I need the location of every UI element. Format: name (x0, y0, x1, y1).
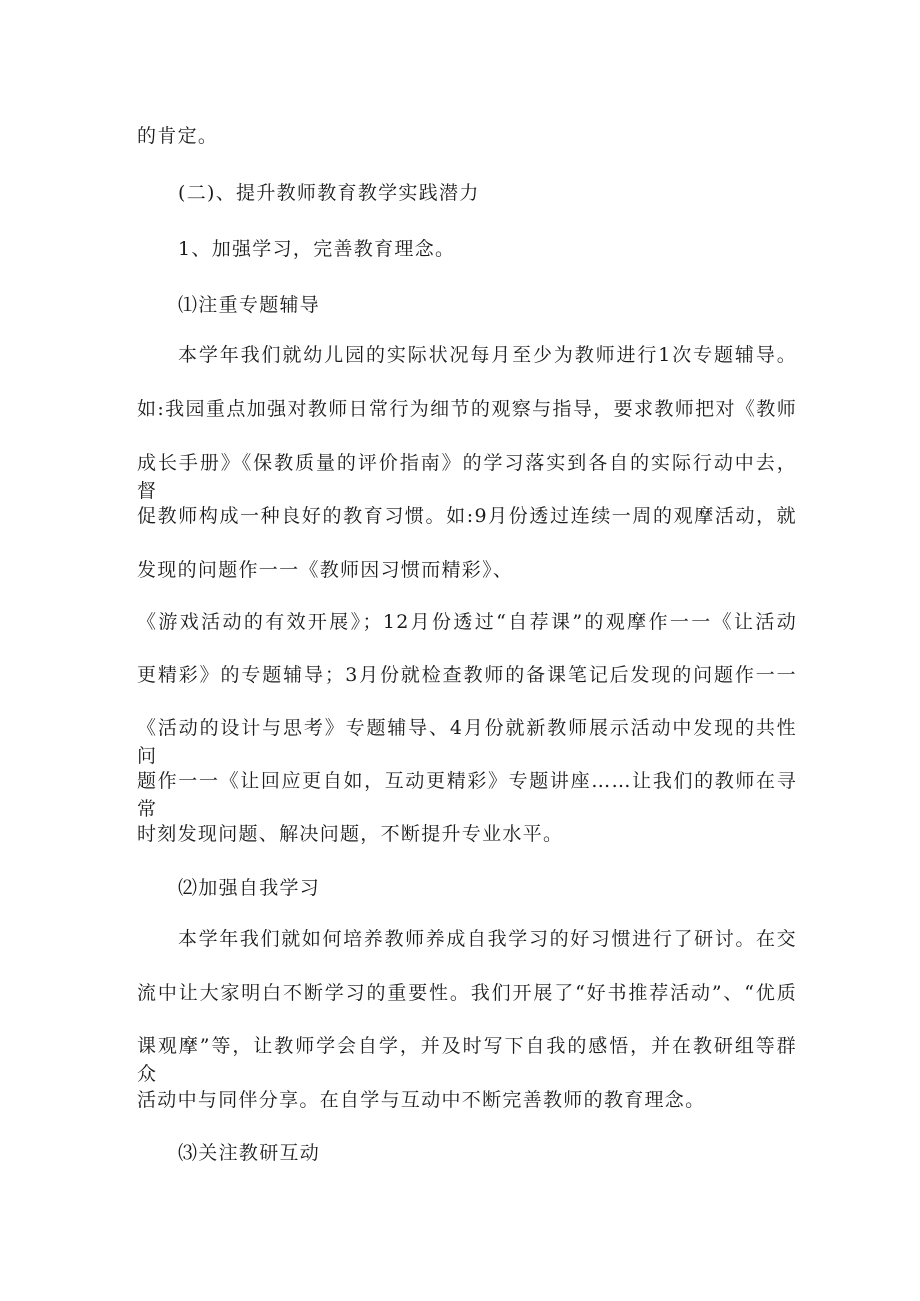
paragraph-line: 更精彩》的专题辅导；3月份就检查教师的备课笔记后发现的问题作一一 (137, 664, 797, 686)
paragraph-line: 如:我园重点加强对教师日常行为细节的观察与指导，要求教师把对《教师 (137, 398, 797, 420)
paragraph-line: 本学年我们就如何培养教师养成自我学习的好习惯进行了研讨。在交 (178, 928, 797, 950)
paragraph-line: 发现的问题作一一《教师因习惯而精彩》、 (137, 559, 514, 581)
paragraph-line: 课观摩”等，让教师学会自学，并及时写下自我的感悟，并在教研组等群众 (137, 1035, 797, 1085)
section-heading: (二)、提升教师教育教学实践潜力 (178, 182, 480, 204)
paragraph-line: 流中让大家明白不断学习的重要性。我们开展了“好书推荐活动”、“优质 (137, 982, 797, 1004)
paragraph-line: 活动中与同伴分享。在自学与互动中不断完善教师的教育理念。 (137, 1089, 706, 1111)
paragraph-line: 的肯定。 (137, 125, 219, 147)
item-heading: ⑵加强自我学习 (178, 877, 321, 899)
paragraph-line: 本学年我们就幼儿园的实际状况每月至少为教师进行1次专题辅导。 (178, 344, 797, 366)
paragraph-line: 成长手册》《保教质量的评价指南》的学习落实到各自的实际行动中去，督 (137, 452, 797, 502)
paragraph-line: 促教师构成一种良好的教育习惯。如:9月份透过连续一周的观摩活动，就 (137, 505, 797, 527)
paragraph-line: 《活动的设计与思考》专题辅导、4月份就新教师展示活动中发现的共性问 (137, 717, 797, 767)
paragraph-line: 《游戏活动的有效开展》；12月份透过“自荐课”的观摩作一一《让活动 (137, 611, 797, 633)
paragraph-line: 题作一一《让回应更自如，互动更精彩》专题讲座……让我们的教师在寻常 (137, 770, 797, 820)
item-heading: ⑴注重专题辅导 (178, 294, 321, 316)
subsection-heading: 1、加强学习，完善教育理念。 (178, 238, 456, 260)
paragraph-line: 时刻发现问题、解决问题，不断提升专业水平。 (137, 823, 564, 845)
item-heading: ⑶关注教研互动 (178, 1142, 321, 1164)
